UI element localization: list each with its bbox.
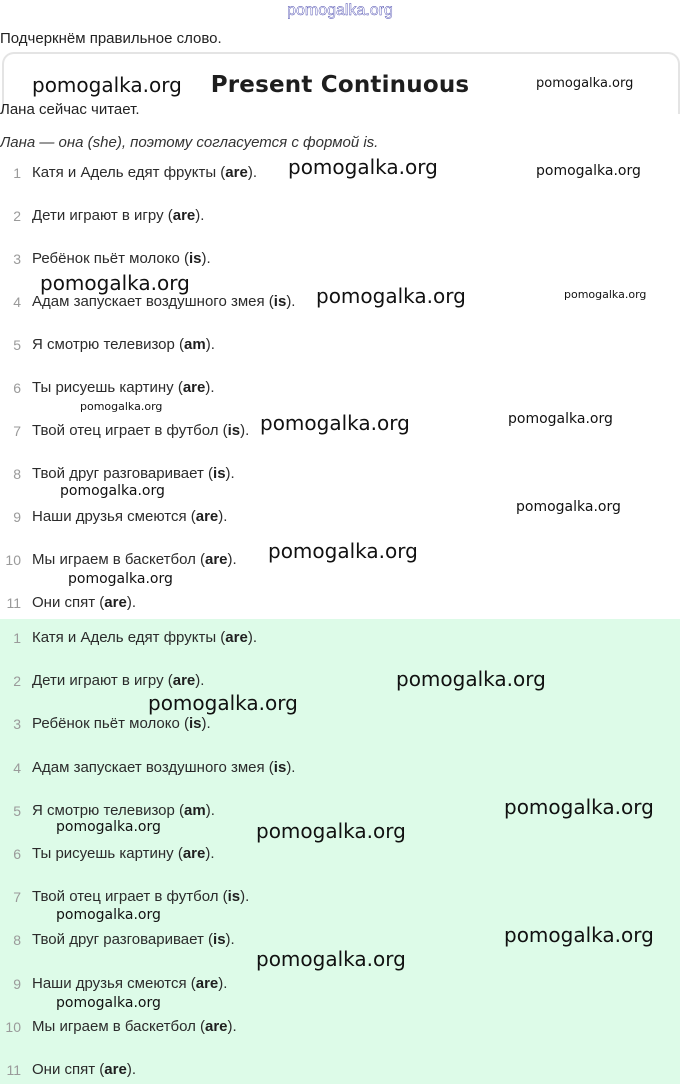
watermark: pomogalka.org: [32, 73, 182, 97]
item-sentence: Твой отец играет в футбол (is).: [32, 888, 250, 906]
sentence-text: Твой отец играет в футбол: [32, 422, 219, 439]
watermark: pomogalka.org: [56, 995, 161, 1011]
watermark: pomogalka.org: [396, 667, 546, 691]
item-sentence: Твой друг разговаривает (is).: [32, 465, 235, 482]
example-explanation: Лана — она (she), поэтому согласуется с формой is.: [0, 134, 379, 151]
item-sentence: Они спят (are).: [32, 594, 136, 611]
item-sentence: Ребёнок пьёт молоко (is).: [32, 250, 211, 267]
answer-word: am: [184, 336, 206, 353]
watermark: pomogalka.org: [564, 288, 647, 301]
answer-word: are: [225, 164, 248, 181]
answer-word: are: [205, 551, 228, 568]
item-sentence: Катя и Адель едят фрукты (are).: [32, 164, 257, 181]
answer-word: are: [104, 594, 127, 611]
watermark: pomogalka.org: [536, 76, 634, 91]
sentence-text: Они спят: [32, 594, 96, 611]
watermark: pomogalka.org: [60, 483, 165, 499]
sentence-text: Ребёнок пьёт молоко: [32, 250, 180, 267]
list-item: [0, 975, 680, 997]
sentence-text: Адам запускает воздушного змея: [32, 758, 265, 776]
list-item: [0, 672, 680, 694]
item-sentence: Твой отец играет в футбол (is).: [32, 422, 250, 439]
answer-word: is: [227, 888, 241, 906]
item-number: 4: [13, 759, 21, 776]
item-sentence: Твой друг разговаривает (is).: [32, 931, 235, 949]
watermark: pomogalka.org: [288, 155, 438, 179]
watermark: pomogalka.org: [56, 819, 161, 835]
sentence-text: Твой отец играет в футбол: [32, 888, 219, 906]
list-item: [0, 629, 680, 651]
example-sentence: Лана сейчас читает.: [0, 101, 140, 118]
sentence-text: Адам запускает воздушного змея: [32, 293, 265, 310]
item-number: 3: [13, 716, 21, 733]
answer-word: is: [188, 250, 202, 267]
item-number: 9: [13, 975, 21, 992]
list-item: [0, 1018, 680, 1040]
watermark: pomogalka.org: [148, 691, 298, 715]
sentence-text: Катя и Адель едят фрукты: [32, 629, 217, 646]
watermark: pomogalka.org: [504, 795, 654, 819]
site-header[interactable]: pomogalka.org: [287, 2, 393, 19]
sentence-text: Я смотрю телевизор: [32, 801, 175, 819]
sentence-text: Катя и Адель едят фрукты: [32, 164, 217, 181]
list-item: [0, 845, 680, 867]
item-sentence: Ребёнок пьёт молоко (is).: [32, 715, 211, 733]
answer-word: is: [227, 422, 241, 439]
answer-word: are: [104, 1061, 127, 1078]
watermark: pomogalka.org: [536, 163, 641, 179]
list-item: [0, 1061, 680, 1083]
watermark: pomogalka.org: [508, 411, 613, 427]
item-number: 11: [6, 595, 21, 611]
watermark: pomogalka.org: [504, 923, 654, 947]
item-sentence: Дети играют в игру (are).: [32, 207, 205, 224]
item-number: 1: [13, 165, 21, 181]
item-number: 9: [13, 509, 21, 525]
item-number: 5: [13, 337, 21, 353]
answer-word: is: [213, 465, 226, 482]
answer-word: is: [273, 758, 287, 776]
list-item: [0, 759, 680, 781]
item-sentence: Ты рисуешь картину (are).: [32, 845, 215, 862]
sentence-text: Твой друг разговаривает: [32, 465, 204, 482]
answer-word: is: [213, 931, 226, 949]
answer-word: are: [205, 1017, 228, 1035]
watermark: pomogalka.org: [80, 400, 163, 413]
item-sentence: Адам запускает воздушного змея (is).: [32, 758, 296, 776]
sentence-text: Мы играем в баскетбол: [32, 1017, 196, 1035]
sentence-text: Я смотрю телевизор: [32, 336, 175, 353]
item-number: 4: [13, 294, 21, 310]
instruction-text: Подчеркнём правильное слово.: [0, 30, 222, 47]
item-sentence: Мы играем в баскетбол (are).: [32, 1017, 237, 1035]
sentence-text: Твой друг разговаривает: [32, 931, 204, 949]
list-item: [0, 594, 680, 616]
sentence-text: Наши друзья смеются: [32, 508, 187, 525]
sentence-text: Ты рисуешь картину: [32, 845, 174, 862]
list-item: [0, 379, 680, 401]
item-number: 5: [13, 802, 21, 819]
sentence-text: Наши друзья смеются: [32, 974, 187, 992]
watermark: pomogalka.org: [56, 907, 161, 923]
sentence-text: Ты рисуешь картину: [32, 379, 174, 396]
item-number: 1: [13, 630, 21, 646]
page-title: Present Continuous: [210, 72, 470, 98]
watermark: pomogalka.org: [516, 499, 621, 515]
item-sentence: Мы играем в баскетбол (are).: [32, 551, 237, 568]
item-number: 7: [13, 889, 21, 906]
item-sentence: Я смотрю телевизор (am).: [32, 801, 215, 819]
answer-word: are: [195, 508, 219, 525]
watermark: pomogalka.org: [256, 947, 406, 971]
answer-word: is: [273, 293, 287, 310]
list-item: [0, 715, 680, 737]
item-number: 11: [6, 1062, 21, 1078]
list-item: [0, 207, 680, 229]
item-number: 6: [13, 380, 21, 396]
answer-word: are: [182, 845, 206, 862]
item-number: 3: [13, 251, 21, 267]
item-sentence: Дети играют в игру (are).: [32, 672, 205, 690]
item-number: 2: [13, 673, 21, 690]
item-number: 2: [13, 208, 21, 224]
answer-word: are: [172, 672, 196, 690]
sentence-text: Дети играют в игру: [32, 207, 164, 224]
watermark: pomogalka.org: [268, 539, 418, 563]
sentence-text: Дети играют в игру: [32, 672, 164, 690]
sentence-text: Они спят: [32, 1061, 96, 1078]
answer-word: am: [184, 801, 206, 819]
item-sentence: Адам запускает воздушного змея (is).: [32, 293, 296, 310]
answer-word: are: [195, 974, 219, 992]
item-number: 7: [13, 423, 21, 439]
watermark: pomogalka.org: [68, 571, 173, 587]
answer-word: are: [172, 207, 196, 224]
item-sentence: Наши друзья смеются (are).: [32, 508, 228, 525]
answer-word: are: [182, 379, 206, 396]
item-number: 10: [5, 1018, 21, 1035]
answer-word: are: [225, 629, 248, 646]
item-number: 6: [13, 846, 21, 862]
watermark: pomogalka.org: [316, 284, 466, 308]
item-sentence: Наши друзья смеются (are).: [32, 974, 228, 992]
list-item: [0, 250, 680, 272]
watermark: pomogalka.org: [256, 819, 406, 843]
item-number: 8: [13, 932, 21, 949]
list-item: [0, 336, 680, 358]
item-sentence: Ты рисуешь картину (are).: [32, 379, 215, 396]
sentence-text: Ребёнок пьёт молоко: [32, 715, 180, 733]
item-sentence: Я смотрю телевизор (am).: [32, 336, 215, 353]
watermark: pomogalka.org: [260, 411, 410, 435]
item-sentence: Они спят (are).: [32, 1061, 136, 1078]
answer-word: is: [188, 715, 202, 733]
item-number: 10: [5, 552, 21, 568]
watermark: pomogalka.org: [40, 271, 190, 295]
item-sentence: Катя и Адель едят фрукты (are).: [32, 629, 257, 646]
item-number: 8: [13, 466, 21, 482]
sentence-text: Мы играем в баскетбол: [32, 551, 196, 568]
